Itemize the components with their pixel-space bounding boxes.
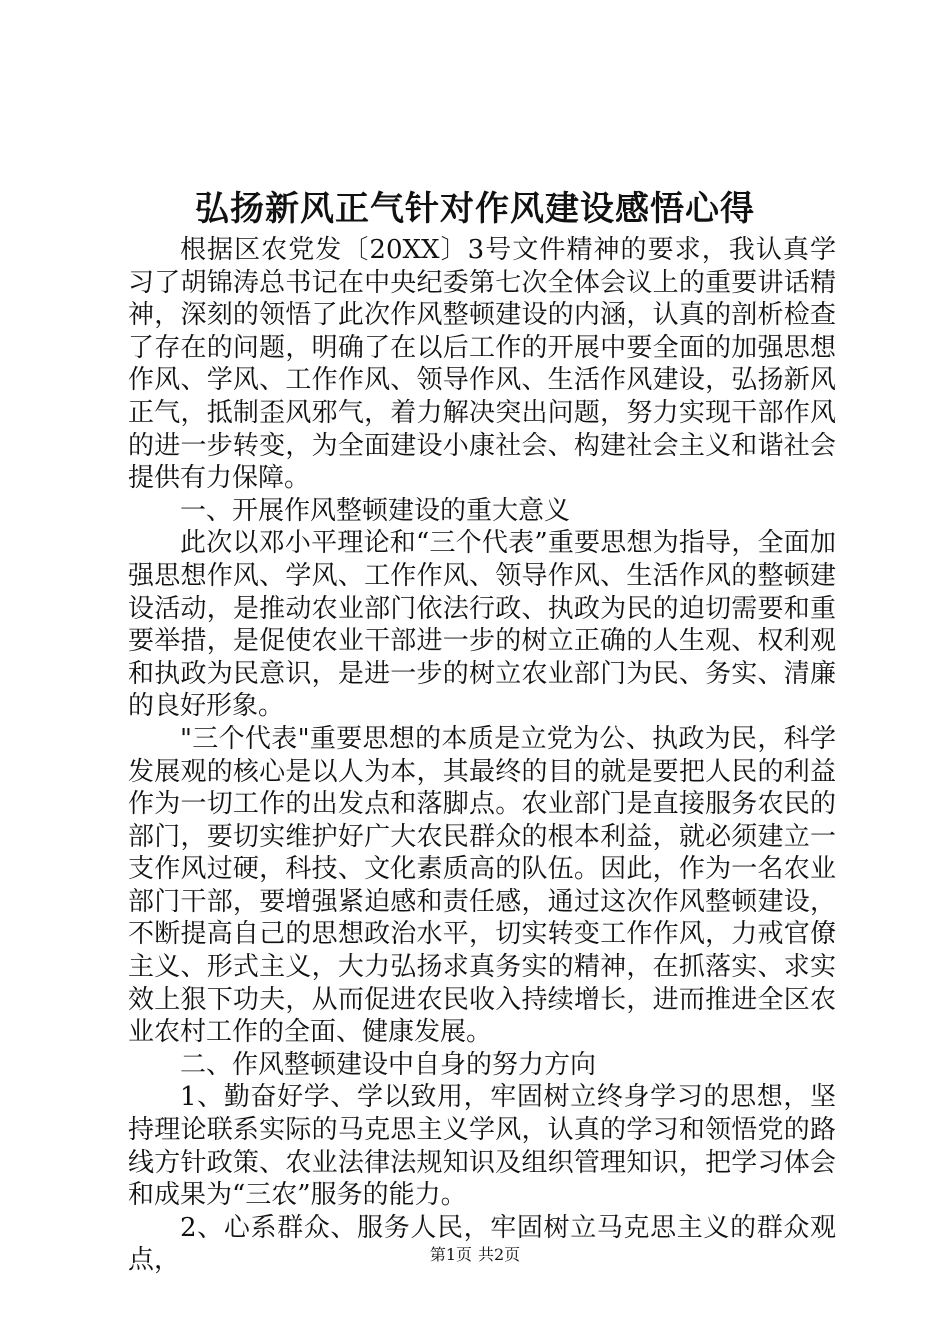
- page-footer: [0, 1244, 950, 1266]
- section-heading-2: 二、作风整顿建设中自身的努力方向: [180, 1049, 597, 1080]
- paragraph-point-2: 2、心系群众、服务人民，牢固树立马克思主义的群众观点，: [128, 1212, 836, 1276]
- paragraph-significance: 此次以邓小平理论和“三个代表”重要思想为指导，全面加强思想作风、学风、工作作风、领导作风、生活作风的整顿建设活动，是推动农业部门依法行政、执政为民的迫切需要和重要举措，是促使农业干部进一步的树立正确的人生观、权利观和执政为民意识，是进一步的树立农业部门为民、务实、清廉的良好形象。: [128, 528, 836, 722]
- page-total: 共2页: [478, 1245, 521, 1264]
- paragraph-point-1: 1、勤奋好学、学以致用，牢固树立终身学习的思想，坚持理论联系实际的马克思主义学风，认真的学习和领悟党的路线方针政策、农业法律法规知识及组织管理知识，把学习体会和成果为“三农”服务的能力。: [128, 1082, 836, 1211]
- paragraph-three-represents: "三个代表"重要思想的本质是立党为公、执政为民，科学发展观的核心是以人为本，其最终的目的就是要把人民的利益作为一切工作的出发点和落脚点。农业部门是直接服务农民的部门，要切实维护好广大农民群众的根本利益，就必须建立一支作风过硬，科技、文化素质高的队伍。因此，作为一名农业部门干部，要增强紧迫感和责任感，通过这次作风整顿建设，不断提高自己的思想政治水平，切实转变工作作风，力戒官僚主义、形式主义，大力弘扬求真务实的精神，在抓落实、求实效上狠下功夫，从而促进农民收入持续增长，进而推进全区农业农村工作的全面、健康发展。: [128, 723, 836, 1048]
- document-body: [128, 234, 836, 1277]
- section-heading-1: 一、开展作风整顿建设的重大意义: [180, 495, 571, 526]
- paragraph-intro: 根据区农党发〔20XX〕3号文件精神的要求，我认真学习了胡锦涛总书记在中央纪委第七次全体会议上的重要讲话精神，深刻的领悟了此次作风整顿建设的内涵，认真的剖析检查了存在的问题，明确了在以后工作的开展中要全面的加强思想作风、学风、工作作风、领导作风、生活作风建设，弘扬新风正气，抵制歪风邪气，着力解决突出问题，努力实现干部作风的进一步转变，为全面建设小康社会、构建社会主义和谐社会提供有力保障。: [128, 235, 836, 494]
- page-number: 第1页: [429, 1245, 472, 1264]
- document-title: 弘扬新风正气针对作风建设感悟心得: [195, 189, 755, 229]
